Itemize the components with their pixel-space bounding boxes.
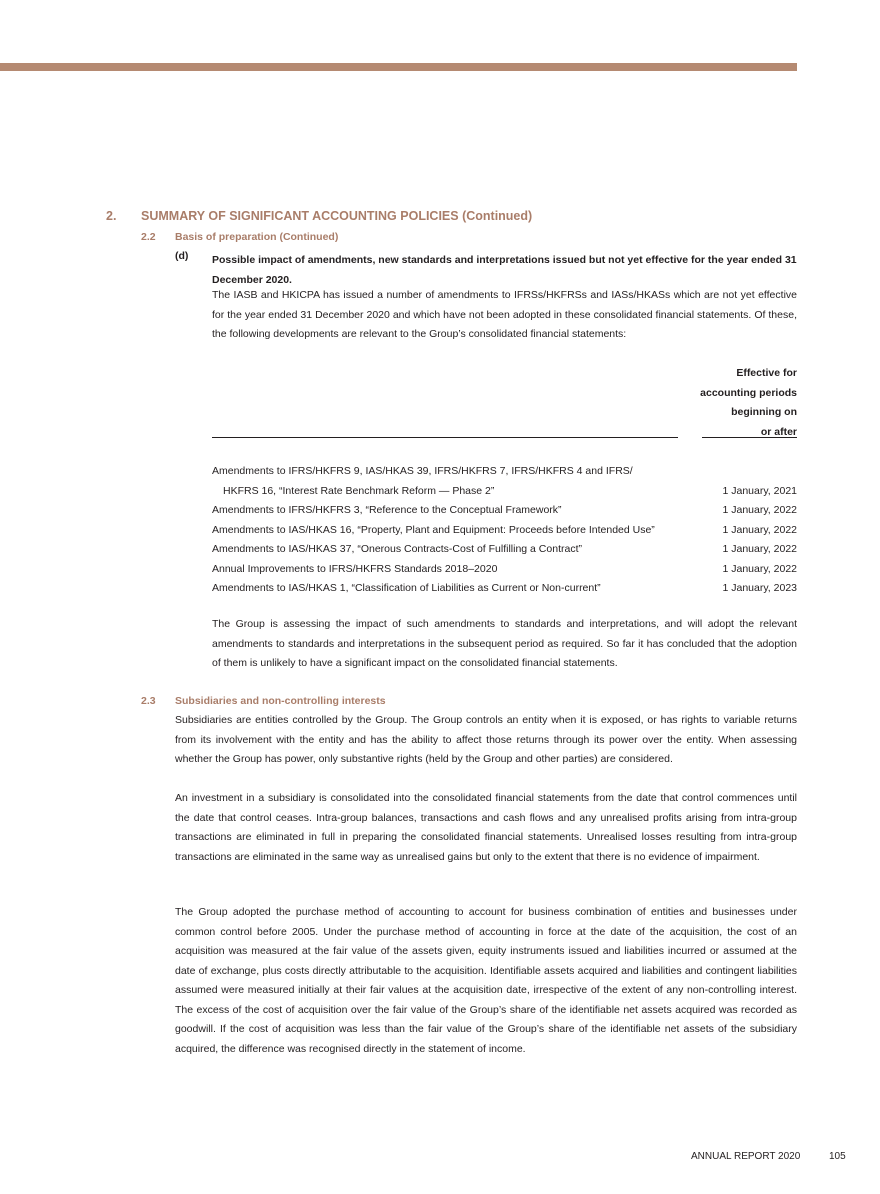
subsidiaries-paragraph-3: The Group adopted the purchase method of accounting to account for business combination of entities and businesses under common control before 2005. Under the purchase method of accounting in force at the date of the acquisition, the cost of an acquisition was measured at the fair value of the assets given, equity instruments issued and liabilities incurred or assumed at the date of exchange, plus costs directly attributable to the acquisition. Identifiable assets acquired and liabilities and contingent liabilities assumed were measured initially at their fair values at the acquisition date, irrespective of the extent of any non-controlling interest. The excess of the cost of acquisition over the fair value of the Group’s share of the identifiable net assets acquired was recorded as goodwill. If the cost of acquisition was less than the fair value of the Group’s share of the identifiable net assets of the subsidiary acquired, the difference was recognised directly in the statement of income. xyxy=(175,906,797,1055)
table-row xyxy=(212,482,797,502)
header-line: beginning on xyxy=(731,406,797,418)
table-row xyxy=(212,560,797,580)
table-row xyxy=(212,462,797,482)
table-row xyxy=(212,579,797,599)
subsection-2-3-number: 2.3 xyxy=(141,695,156,707)
section-title: SUMMARY OF SIGNIFICANT ACCOUNTING POLICIES (Continued) xyxy=(141,209,533,223)
item-d-title: Possible impact of amendments, new standards and interpretations issued but not yet effective for the year ended 31 December 2020. xyxy=(212,254,797,286)
page-number: 105 xyxy=(829,1151,846,1162)
amendment-description: HKFRS 16, “Interest Rate Benchmark Reform — Phase 2” xyxy=(223,484,495,497)
subsection-2-2-title: Basis of preparation (Continued) xyxy=(175,231,339,243)
subsection-2-2-number: 2.2 xyxy=(141,231,156,243)
item-d-label: (d) xyxy=(175,250,189,262)
header-decorative-bar xyxy=(0,63,797,71)
subsection-2-3-title: Subsidiaries and non-controlling interests xyxy=(175,695,386,707)
effective-date: 1 January, 2022 xyxy=(722,562,797,575)
subsidiaries-paragraph-1: Subsidiaries are entities controlled by the Group. The Group controls an entity when it is exposed, or has rights to variable returns from its involvement with the entity and has the ability to affect those returns through its power over the entity. When assessing whether the Group has power, only substantive rights (held by the Group and other parties) are considered. xyxy=(175,714,797,765)
table-header-divider-right xyxy=(702,437,797,438)
subsidiaries-paragraph-2: An investment in a subsidiary is consolidated into the consolidated financial statements from the date that control commences until the date that control ceases. Intra-group balances, transactions and cash flows and any unrealised profits arising from intra-group transactions are eliminated in full in preparing the consolidated financial statements. Unrealised losses resulting from intra-group transactions are eliminated in the same way as unrealised gains but only to the extent that there is no evidence of impairment. xyxy=(175,792,797,863)
header-line: or after xyxy=(760,425,797,438)
table-row xyxy=(212,521,797,541)
amendment-description: Annual Improvements to IFRS/HKFRS Standards 2018–2020 xyxy=(212,562,498,575)
amendment-description: Amendments to IFRS/HKFRS 9, IAS/HKAS 39, IFRS/HKFRS 7, IFRS/HKFRS 4 and IFRS/ xyxy=(212,465,633,477)
item-d-intro-paragraph: The IASB and HKICPA has issued a number of amendments to IFRSs/HKFRSs and IASs/HKASs which are not yet effective for the year ended 31 December 2020 and which have not been adopted in these consolidated financial statements. Of these, the following developments are relevant to the Group’s consolidated financial statements: xyxy=(212,289,797,340)
header-line: accounting periods xyxy=(700,386,797,399)
header-line: Effective for xyxy=(736,367,797,379)
effective-date: 1 January, 2021 xyxy=(722,484,797,497)
effective-date: 1 January, 2022 xyxy=(722,504,797,516)
amendments-table xyxy=(212,462,797,599)
amendment-description: Amendments to IFRS/HKFRS 3, “Reference to the Conceptual Framework” xyxy=(212,504,562,516)
amendment-description: Amendments to IAS/HKAS 1, “Classification of Liabilities as Current or Non-current” xyxy=(212,582,601,594)
section-number: 2. xyxy=(106,209,117,223)
effective-date: 1 January, 2022 xyxy=(722,543,797,555)
table-header-divider-left xyxy=(212,437,678,438)
effective-date-column-header xyxy=(700,364,797,442)
table-row xyxy=(212,501,797,521)
assessment-paragraph: The Group is assessing the impact of such amendments to standards and interpretations, and will adopt the relevant amendments to standards and interpretations in the subsequent period as required. So far it has concluded that the adoption of them is unlikely to have a significant impact on the consolidated financial statements. xyxy=(212,618,797,669)
amendment-description: Amendments to IAS/HKAS 37, “Onerous Contracts-Cost of Fulfilling a Contract” xyxy=(212,543,582,555)
footer-report-title: ANNUAL REPORT 2020 xyxy=(691,1151,801,1162)
effective-date: 1 January, 2022 xyxy=(722,523,797,536)
table-row xyxy=(212,540,797,560)
amendment-description: Amendments to IAS/HKAS 16, “Property, Plant and Equipment: Proceeds before Intended Use” xyxy=(212,523,655,536)
effective-date: 1 January, 2023 xyxy=(722,582,797,594)
